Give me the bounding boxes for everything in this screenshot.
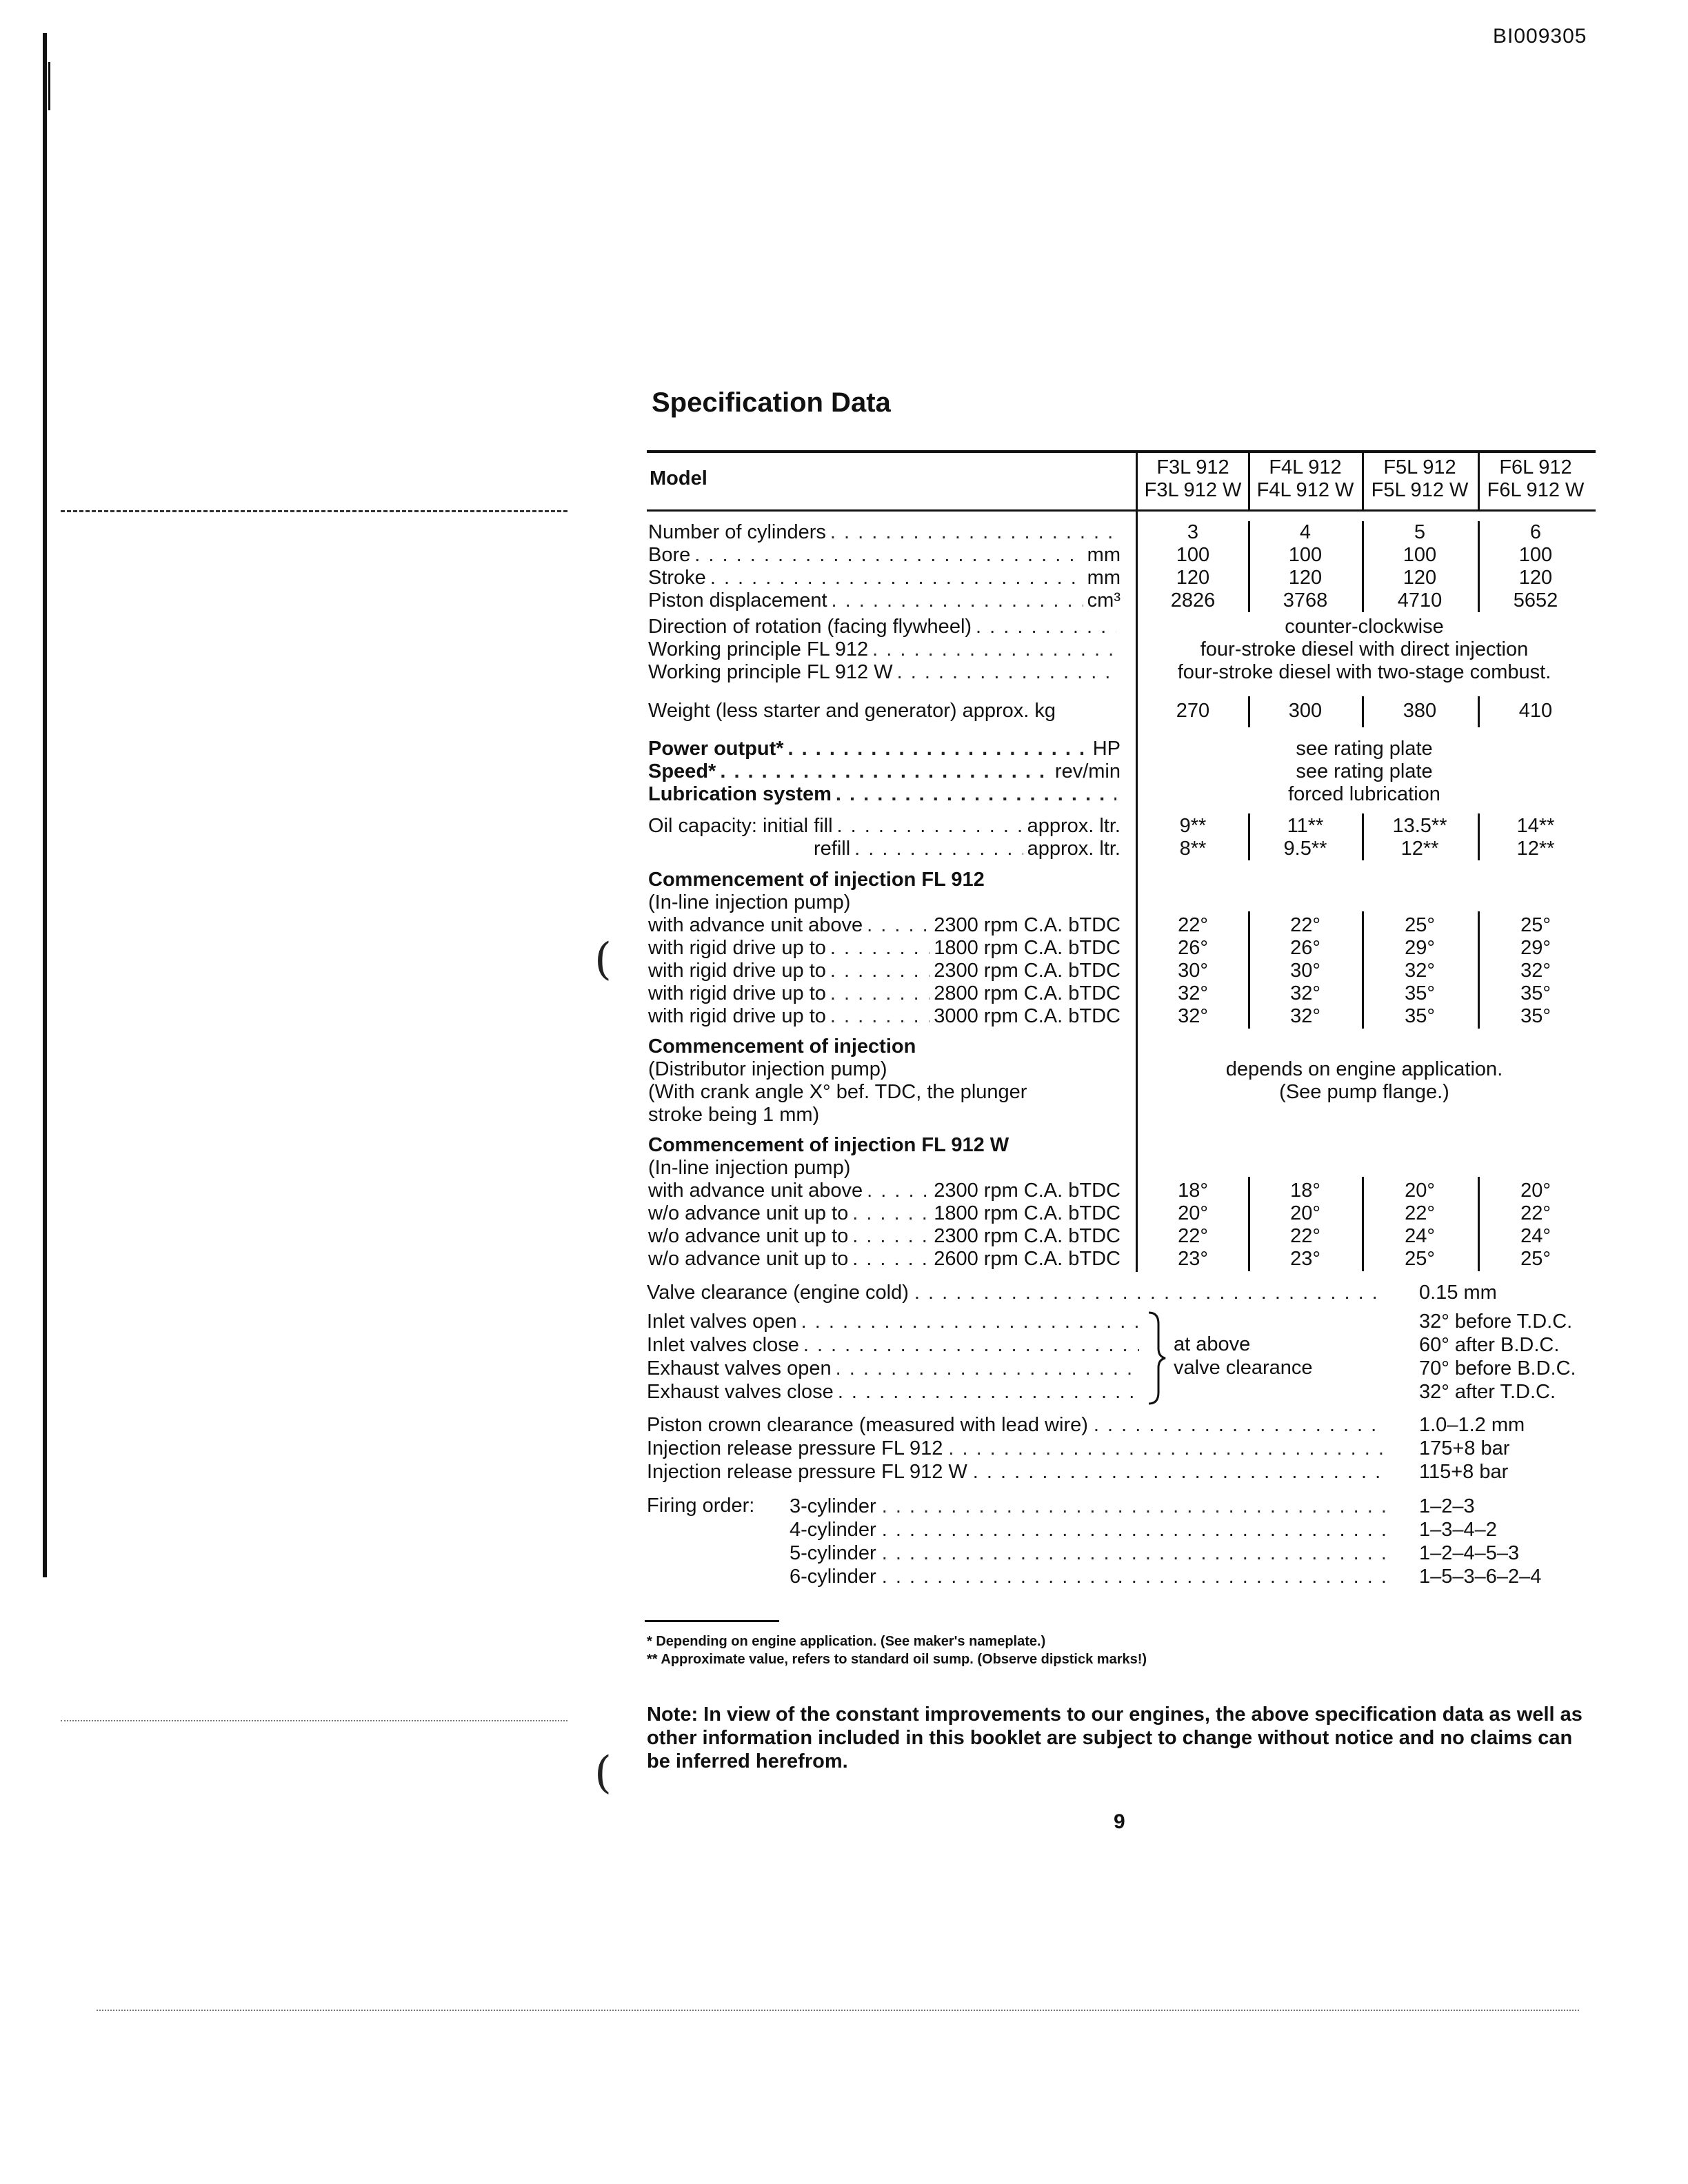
cell: 32° (1405, 960, 1435, 982)
column-divider (1248, 1177, 1250, 1271)
cell: 22° (1520, 1202, 1551, 1224)
cell: 120 (1288, 567, 1323, 589)
injection-row: with rigid drive up to . . . 1800 rpm C.A. bTDC (648, 937, 1121, 960)
spec-row-cylinders: Number of cylinders . . . (648, 521, 1121, 544)
cell: 29° (1405, 937, 1435, 959)
cell: 8** (1179, 838, 1207, 860)
cell: 25° (1405, 1248, 1435, 1270)
firing-order-label: Firing order: (647, 1495, 755, 1517)
cell: 4710 (1397, 589, 1443, 611)
cell: 13.5** (1392, 815, 1447, 837)
cell: 20° (1520, 1180, 1551, 1202)
injection-row: with advance unit above . . . 2300 rpm C.A. bTDC (648, 1180, 1121, 1202)
column-divider (1248, 696, 1250, 727)
note-paragraph: Note: In view of the constant improvements to our engines, the above specification data as well as other information included in this booklet are subject to change without notice and no claims can be inferred herefrom. (647, 1703, 1582, 1772)
cell: 32° (1178, 1005, 1208, 1027)
column-divider (1362, 696, 1364, 727)
cell: 25° (1405, 914, 1435, 936)
cell: 120 (1176, 567, 1210, 589)
cell: 24° (1405, 1225, 1435, 1247)
working-flw-value: four-stroke diesel with two-stage combust. (1177, 661, 1551, 683)
cell: 14** (1516, 815, 1555, 837)
cell: 120 (1403, 567, 1437, 589)
cell: 100 (1176, 544, 1210, 566)
firing-row: 4-cylinder . . . (790, 1518, 1391, 1541)
valve-value: 60° after B.D.C. (1419, 1334, 1560, 1356)
column-divider (1478, 521, 1480, 612)
firing-value: 1–3–4–2 (1419, 1519, 1497, 1541)
cell: 32° (1178, 982, 1208, 1004)
footnote: ** Approximate value, refers to standard oil sump. (Observe dipstick marks!) (647, 1652, 1147, 1667)
spec-row-displacement: Piston displacement . . . cm³ (648, 589, 1121, 612)
cell: 32° (1520, 960, 1551, 982)
cell: 6 (1529, 521, 1542, 543)
cell: 22° (1405, 1202, 1435, 1224)
column-divider (1478, 696, 1480, 727)
spec-row-piston-crown: Piston crown clearance (measured with lead wire) . . . (647, 1413, 1391, 1437)
cell: 380 (1403, 700, 1437, 722)
injection-row: with advance unit above . . . 2300 rpm C.A. bTDC (648, 914, 1121, 937)
spec-row-working-fl: Working principle FL 912 . . . (648, 638, 1121, 661)
model-name: F6L 912 W (1487, 479, 1585, 501)
distributor-value: depends on engine application. (1225, 1058, 1503, 1080)
cell: 5652 (1513, 589, 1558, 611)
cell: 100 (1288, 544, 1323, 566)
column-divider (1362, 1177, 1364, 1271)
spec-row-valve-clearance: Valve clearance (engine cold) . . . (647, 1281, 1391, 1304)
header-bottom-rule (647, 509, 1596, 512)
firing-row: 5-cylinder . . . (790, 1541, 1391, 1565)
spec-row-working-flw: Working principle FL 912 W . . . (648, 661, 1121, 684)
column-divider (1248, 813, 1250, 860)
section-heading: Commencement of injection FL 912 W (648, 1134, 1009, 1156)
firing-row: 6-cylinder . . . (790, 1565, 1391, 1588)
cell: 29° (1520, 937, 1551, 959)
firing-value: 1–2–4–5–3 (1419, 1542, 1520, 1564)
distributor-value: (See pump flange.) (1279, 1081, 1449, 1103)
cell: 22° (1178, 1225, 1208, 1247)
section-heading: Commencement of injection FL 912 (648, 869, 985, 891)
margin-binding-bar (43, 33, 47, 1577)
cell: 410 (1518, 700, 1553, 722)
column-divider (1248, 521, 1250, 612)
injection-row: with rigid drive up to . . . 3000 rpm C.A. bTDC (648, 1005, 1121, 1028)
section-subheading: (In-line injection pump) (648, 891, 851, 913)
cell: 22° (1290, 914, 1320, 936)
cell: 32° (1290, 982, 1320, 1004)
spec-row-rotation: Direction of rotation (facing flywheel) . . . (648, 616, 1121, 638)
cell: 18° (1178, 1180, 1208, 1202)
section-subheading: (With crank angle X° bef. TDC, the plunger (648, 1081, 1027, 1103)
cell: 9** (1179, 815, 1207, 837)
firing-value: 1–2–3 (1419, 1495, 1475, 1517)
cell: 300 (1288, 700, 1323, 722)
working-fl-value: four-stroke diesel with direct injection (1200, 638, 1529, 660)
section-subheading: (Distributor injection pump) (648, 1058, 887, 1080)
cell: 35° (1520, 1005, 1551, 1027)
valve-clearance-value: 0.15 mm (1419, 1282, 1497, 1304)
cell: 25° (1520, 914, 1551, 936)
spec-row-bore: Bore . . . mm (648, 544, 1121, 567)
spec-row-release-pressure-flw: Injection release pressure FL 912 W . . . (647, 1460, 1391, 1484)
footnote: * Depending on engine application. (See maker's nameplate.) (647, 1634, 1046, 1649)
document-id: BI009305 (1493, 25, 1587, 48)
cell: 20° (1290, 1202, 1320, 1224)
valve-value: 70° before B.D.C. (1419, 1357, 1576, 1379)
rotation-value: counter-clockwise (1285, 616, 1444, 638)
column-divider (1478, 452, 1480, 510)
valve-row: Exhaust valves open . . . (647, 1357, 1143, 1380)
injection-row: with rigid drive up to . . . 2800 rpm C.A. bTDC (648, 982, 1121, 1005)
cell: 3 (1187, 521, 1199, 543)
lubrication-value: forced lubrication (1288, 783, 1440, 805)
column-divider (1478, 813, 1480, 860)
cell: 20° (1405, 1180, 1435, 1202)
cell: 100 (1518, 544, 1553, 566)
table-top-rule (647, 450, 1596, 453)
valve-value: 32° after T.D.C. (1419, 1381, 1556, 1403)
cell: 22° (1290, 1225, 1320, 1247)
spec-row-oil-initial: Oil capacity: initial fill . . . approx. ltr. (648, 815, 1121, 838)
model-name: F3L 912 (1156, 456, 1229, 478)
model-name: F5L 912 W (1371, 479, 1469, 501)
release-pressure-flw-value: 115+8 bar (1419, 1461, 1509, 1483)
cell: 23° (1290, 1248, 1320, 1270)
footnote-rule (645, 1620, 779, 1622)
model-name: F6L 912 (1499, 456, 1572, 478)
page-title: Specification Data (652, 387, 891, 418)
cell: 32° (1290, 1005, 1320, 1027)
model-name: F4L 912 W (1256, 479, 1354, 501)
column-divider (1478, 1177, 1480, 1271)
cell: 35° (1520, 982, 1551, 1004)
cell: 5 (1414, 521, 1426, 543)
cell: 35° (1405, 1005, 1435, 1027)
model-name: F4L 912 (1269, 456, 1342, 478)
margin-paren-mark: ( (594, 934, 612, 985)
cell: 2826 (1170, 589, 1216, 611)
valve-value: 32° before T.D.C. (1419, 1311, 1573, 1333)
speed-value: see rating plate (1296, 760, 1433, 782)
spec-row-lubrication: Lubrication system . . . (648, 783, 1121, 806)
spec-row-power: Power output* . . . HP (648, 738, 1121, 760)
valve-row: Exhaust valves close . . . (647, 1380, 1143, 1404)
spec-row-stroke: Stroke . . . mm (648, 567, 1121, 589)
model-name: F5L 912 (1383, 456, 1456, 478)
curly-brace (1146, 1310, 1167, 1406)
cell: 4 (1299, 521, 1312, 543)
brace-text: valve clearance (1174, 1357, 1313, 1379)
cell: 23° (1178, 1248, 1208, 1270)
cell: 9.5** (1283, 838, 1327, 860)
column-divider (1248, 911, 1250, 1029)
cell: 35° (1405, 982, 1435, 1004)
column-divider (1362, 521, 1364, 612)
valve-row: Inlet valves close . . . (647, 1333, 1143, 1357)
cell: 30° (1178, 960, 1208, 982)
cell: 120 (1518, 567, 1553, 589)
column-divider (1362, 452, 1364, 510)
injection-row: w/o advance unit up to . . . 1800 rpm C.A. bTDC (648, 1202, 1121, 1225)
injection-row: with rigid drive up to . . . 2300 rpm C.A. bTDC (648, 960, 1121, 982)
cell: 25° (1520, 1248, 1551, 1270)
cell: 22° (1178, 914, 1208, 936)
column-divider (1478, 911, 1480, 1029)
margin-dashed-line (61, 510, 567, 512)
section-subheading: (In-line injection pump) (648, 1157, 851, 1179)
page-number: 9 (1114, 1810, 1125, 1833)
section-heading: Commencement of injection (648, 1035, 916, 1058)
cell: 26° (1178, 937, 1208, 959)
cell: 100 (1403, 544, 1437, 566)
piston-crown-value: 1.0–1.2 mm (1419, 1414, 1525, 1436)
cell: 18° (1290, 1180, 1320, 1202)
spec-row-release-pressure-fl: Injection release pressure FL 912 . . . (647, 1437, 1391, 1460)
spec-row-weight: Weight (less starter and generator) approx. kg (648, 700, 1056, 722)
cell: 12** (1516, 838, 1555, 860)
cell: 270 (1176, 700, 1210, 722)
cell: 3768 (1283, 589, 1328, 611)
spec-row-speed: Speed* . . . rev/min (648, 760, 1121, 783)
cell: 20° (1178, 1202, 1208, 1224)
power-value: see rating plate (1296, 738, 1433, 760)
cell: 12** (1400, 838, 1439, 860)
model-label: Model (650, 467, 707, 489)
margin-dotted-line (61, 1720, 567, 1721)
cell: 30° (1290, 960, 1320, 982)
column-divider (1362, 813, 1364, 860)
firing-row: 3-cylinder . . . (790, 1495, 1391, 1518)
spec-row-oil-refill: refill . . . approx. ltr. (814, 838, 1121, 860)
bottom-dotted-line (97, 2010, 1579, 2011)
margin-paren-mark-lower: ( (594, 1748, 612, 1799)
brace-text: at above (1174, 1333, 1251, 1355)
model-name: F3L 912 W (1144, 479, 1242, 501)
valve-row: Inlet valves open . . . (647, 1310, 1143, 1333)
cell: 11** (1287, 815, 1324, 837)
cell: 26° (1290, 937, 1320, 959)
cell: 24° (1520, 1225, 1551, 1247)
column-divider (1362, 911, 1364, 1029)
section-subheading: stroke being 1 mm) (648, 1104, 820, 1126)
injection-row: w/o advance unit up to . . . 2300 rpm C.A. bTDC (648, 1225, 1121, 1248)
release-pressure-fl-value: 175+8 bar (1419, 1437, 1510, 1459)
injection-row: w/o advance unit up to . . . 2600 rpm C.A. bTDC (648, 1248, 1121, 1271)
margin-binding-mark (48, 62, 50, 110)
firing-value: 1–5–3–6–2–4 (1419, 1566, 1542, 1588)
